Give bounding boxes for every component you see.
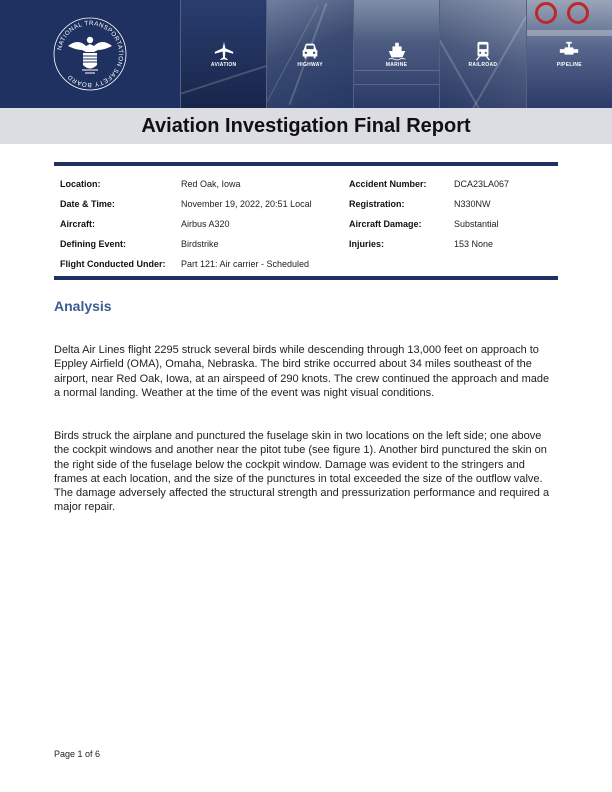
ship-icon bbox=[386, 40, 408, 62]
case-info-box bbox=[54, 162, 558, 280]
location-label: Location: bbox=[60, 179, 101, 189]
datetime-value-wrap bbox=[181, 198, 312, 210]
title-band bbox=[0, 108, 612, 144]
injuries-label: Injuries: bbox=[349, 239, 385, 249]
flight-value: Part 121: Air carrier - Scheduled bbox=[181, 259, 310, 269]
damage-value-wrap bbox=[454, 218, 499, 230]
aircraft-label: Aircraft: bbox=[60, 219, 96, 229]
mode-highway bbox=[266, 0, 352, 108]
mode-pipeline bbox=[526, 0, 612, 108]
mode-label: MARINE bbox=[385, 62, 408, 68]
datetime-label-wrap bbox=[60, 198, 115, 210]
transportation-modes bbox=[180, 0, 612, 108]
aircraft-value-wrap bbox=[181, 218, 230, 230]
location-value-wrap bbox=[181, 178, 241, 190]
accident-number-label-wrap bbox=[349, 178, 427, 190]
analysis-paragraph-1: Delta Air Lines flight 2295 struck several birds while descending through 13,000 feet on approach to Eppley Airfield (OMA), Omaha, Nebraska. The bird strike occurred about 34 miles southeast of the airport, near Red Oak, Iowa, at an airspeed of 290 knots. The crew continued the approach and made a normal landing. Weather at the time of the event was night visual conditions. bbox=[54, 344, 550, 399]
mode-label: RAILROAD bbox=[468, 62, 498, 68]
mode-label: HIGHWAY bbox=[297, 62, 323, 68]
train-icon bbox=[472, 40, 494, 62]
page-number: Page 1 of 6 bbox=[54, 749, 101, 759]
event-label: Defining Event: bbox=[60, 239, 127, 249]
event-label-wrap bbox=[60, 238, 126, 250]
datetime-value: November 19, 2022, 20:51 Local bbox=[181, 199, 312, 209]
mode-aviation bbox=[180, 0, 266, 108]
flight-label-wrap bbox=[60, 258, 166, 270]
analysis-heading: Analysis bbox=[54, 298, 112, 314]
flight-label: Flight Conducted Under: bbox=[60, 259, 166, 269]
registration-label-wrap bbox=[349, 198, 405, 210]
seal-text: NATIONAL TRANSPORTATION SAFETY BOARD bbox=[56, 19, 125, 89]
event-value: Birdstrike bbox=[181, 239, 219, 249]
mode-railroad bbox=[439, 0, 525, 108]
ntsb-seal-logo bbox=[52, 16, 128, 92]
flight-value-wrap bbox=[181, 258, 309, 270]
info-row-location bbox=[60, 178, 101, 190]
valve-icon bbox=[558, 40, 580, 62]
report-title: Aviation Investigation Final Report bbox=[141, 114, 471, 137]
injuries-label-wrap bbox=[349, 238, 384, 250]
accident-number-value-wrap bbox=[454, 178, 509, 190]
datetime-label: Date & Time: bbox=[60, 199, 115, 209]
registration-label: Registration: bbox=[349, 199, 405, 209]
mode-marine bbox=[353, 0, 439, 108]
header-banner bbox=[0, 0, 612, 108]
event-value-wrap bbox=[181, 238, 219, 250]
damage-value: Substantial bbox=[454, 219, 499, 229]
mode-label: PIPELINE bbox=[556, 62, 582, 68]
aircraft-value: Airbus A320 bbox=[181, 219, 230, 229]
injuries-value-wrap bbox=[454, 238, 493, 250]
registration-value: N330NW bbox=[454, 199, 491, 209]
aircraft-label-wrap bbox=[60, 218, 95, 230]
damage-label: Aircraft Damage: bbox=[349, 219, 422, 229]
analysis-paragraph-2: Birds struck the airplane and punctured the fuselage skin in two locations on the left side; one above the cockpit windows and another near the pitot tube (see figure 1). Another bird punctured the skin on the right side of the fuselage below the cockpit window. Damage was evident to the stringers and frames at each location, and the size of the punctures in total exceeded the size of the outflow valve. The damage adversely affected the structural strength and pressurization performance and required a major repair. bbox=[54, 430, 550, 514]
injuries-value: 153 None bbox=[454, 239, 494, 249]
registration-value-wrap bbox=[454, 198, 491, 210]
mode-label: AVIATION bbox=[210, 62, 237, 68]
logo-area bbox=[0, 0, 180, 108]
damage-label-wrap bbox=[349, 218, 422, 230]
accident-number-value: DCA23LA067 bbox=[454, 179, 510, 189]
accident-number-label: Accident Number: bbox=[349, 179, 427, 189]
car-icon bbox=[299, 40, 321, 62]
airplane-icon bbox=[213, 40, 235, 62]
location-value: Red Oak, Iowa bbox=[181, 179, 241, 189]
